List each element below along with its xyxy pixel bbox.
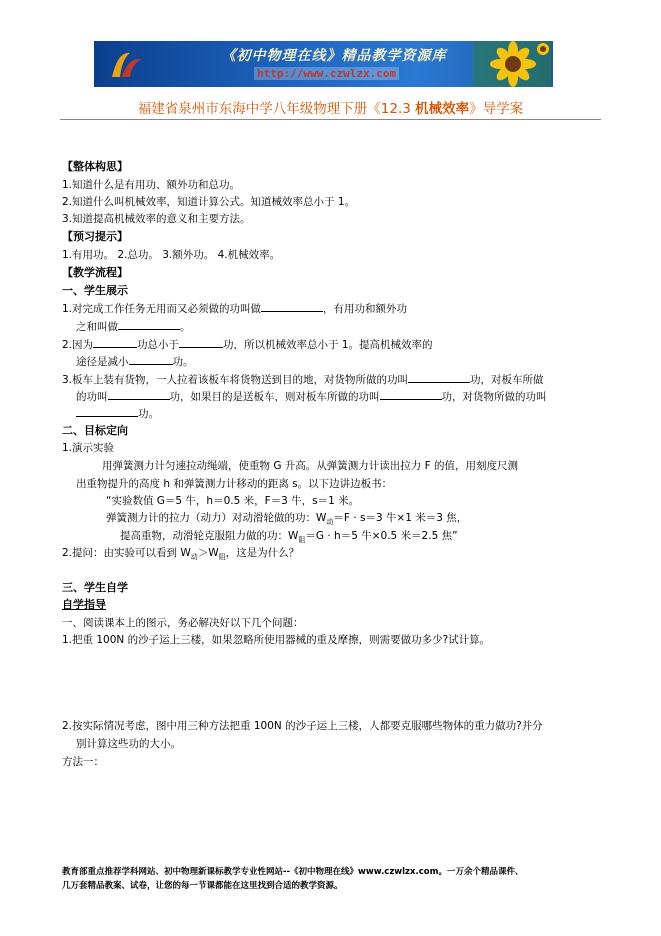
- banner-url[interactable]: http://www.czwlzx.com: [254, 67, 399, 80]
- answer-blank[interactable]: [261, 301, 323, 312]
- answer-blank[interactable]: [179, 337, 223, 348]
- s2-item-2: [62, 546, 299, 564]
- sunflower-icon: [473, 41, 551, 87]
- answer-blank[interactable]: [76, 406, 138, 417]
- footer-line-2: 几万套精品教案、试卷，让您的每一节课都能在这里找到合适的教学资源。: [62, 881, 343, 891]
- s3-method-1: 方法一：: [62, 756, 104, 768]
- s3-guide-heading: 自学指导: [62, 598, 106, 611]
- s1-question-3-cont: [76, 389, 547, 404]
- s2-item-1-desc-b: 出重物提升的高度 h 和弹簧测力计移动的距离 s。以下边讲边板书：: [76, 478, 393, 490]
- s2-item-2-a: 2.提问：由实验可以看到 W: [62, 547, 191, 559]
- s3-question-2-cont: 别计算这些功的大小。: [76, 738, 181, 750]
- section-3-heading: 三、学生自学: [62, 581, 128, 594]
- s1-q3-text-d: 功，如果目的是送板车，则对板车所做的功叫: [169, 391, 380, 403]
- s2-item-1-desc-a: 用弹簧测力计匀速拉动绳端，使重物 G 升高。从弹簧测力计读出拉力 F 的值，用刻度尺测: [102, 460, 519, 472]
- s1-q3-text-a: 3.板车上装有货物，一人拉着该板车将货物送到目的地，对货物所做的功叫: [62, 374, 409, 386]
- page-title: [0, 97, 661, 117]
- answer-blank[interactable]: [108, 389, 170, 400]
- overall-item-3: 3.知道提高机械效率的意义和主要方法。: [62, 213, 251, 225]
- answer-blank[interactable]: [93, 337, 137, 348]
- s2-item-2-sub2: 阻: [218, 553, 226, 562]
- answer-blank[interactable]: [129, 354, 173, 365]
- s1-q1-text-d: 。: [180, 321, 191, 333]
- s3-intro: 一、阅读课本上的图示，务必解决好以下几个问题：: [62, 617, 304, 629]
- s1-q2-text-b: 功总小于: [137, 339, 180, 351]
- s1-q2-text-e: 功。: [172, 356, 194, 368]
- s2-work-input: [106, 511, 467, 529]
- s1-q3-text-f: 功。: [138, 408, 159, 420]
- footer-line-1: 教育部重点推荐学科网站、初中物理新课标教学专业性网站--《初中物理在线》www.czwlzx.com。一万余个精品课件、: [62, 867, 524, 877]
- s1-q2-text-a: 2.因为: [62, 339, 94, 351]
- section-overall-heading: 【整体构思】: [62, 160, 128, 173]
- s1-question-2: [62, 337, 433, 352]
- banner-title: 《初中物理在线》精品教学资源库: [221, 48, 447, 64]
- s2-work-input-a: 弹簧测力计的拉力（动力）对动滑轮做的功：W: [106, 512, 327, 524]
- section-flow-heading: 【教学流程】: [62, 266, 128, 279]
- s2-work-input-sub: 动: [326, 518, 334, 527]
- title-divider: [60, 119, 601, 120]
- s1-q3-text-c: 的功叫: [76, 391, 108, 403]
- s1-question-1: [62, 301, 407, 316]
- answer-blank[interactable]: [118, 319, 180, 330]
- s2-item-1: 1.演示实验: [62, 442, 115, 454]
- section-preview-heading: 【预习提示】: [62, 230, 128, 243]
- s3-question-1: 1.把重 100N 的沙子运上三楼，如果忽略所使用器械的重及摩擦，则需要做功多少?试计算。: [62, 634, 491, 646]
- s1-q1-text-c: 之和叫做: [76, 321, 118, 333]
- preview-items: 1.有用功。 2.总功。 3.额外功。 4.机械效率。: [62, 249, 281, 261]
- s2-work-input-b: ＝F · s＝3 牛×1 米＝3 焦，: [333, 512, 468, 524]
- overall-item-1: 1.知道什么是有用功、额外功和总功。: [62, 179, 241, 191]
- title-part-2: 机械效率: [415, 101, 470, 117]
- title-part-3: 》导学案: [469, 101, 524, 117]
- s1-q1-text-b: ，有用功和额外功: [323, 303, 408, 315]
- s1-question-3: [62, 372, 544, 387]
- s1-question-1-cont: [76, 319, 191, 334]
- s2-item-2-c: ，这是为什么？: [225, 547, 300, 559]
- s1-q3-text-b: 功，对板车所做: [470, 374, 544, 386]
- section-1-heading: 一、学生展示: [62, 284, 128, 297]
- site-logo-icon: [108, 47, 148, 81]
- title-part-1: 福建省泉州市东海中学八年级物理下册《12.3: [137, 101, 416, 117]
- s3-question-2: 2.按实际情况考虑，图中用三种方法把重 100N 的沙子运上三楼，人都要克服哪些物体的重力做功?并分: [62, 720, 543, 732]
- s2-experiment-values: “实验数值 G＝5 牛，h＝0.5 米，F＝3 牛，s＝1 米。: [106, 495, 360, 507]
- answer-blank[interactable]: [408, 372, 470, 383]
- header-banner: [94, 41, 553, 87]
- section-2-heading: 二、目标定向: [62, 424, 128, 437]
- s2-work-useful-b: ＝G · h＝5 牛×0.5 米＝2.5 焦”: [305, 530, 458, 542]
- s2-work-useful: [120, 529, 458, 547]
- s1-question-3-cont2: [76, 406, 159, 421]
- s1-q3-text-e: 功，对货物所做的功叫: [441, 391, 547, 403]
- s1-q2-text-d: 途径是减小: [76, 356, 129, 368]
- overall-item-2: 2.知道什么叫机械效率，知道计算公式。知道械效率总小于 1。: [62, 196, 356, 208]
- page-footer: [62, 865, 622, 893]
- s2-item-2-sub1: 动: [190, 553, 198, 562]
- s2-work-useful-sub: 阻: [298, 536, 306, 545]
- s2-work-useful-a: 提高重物，动滑轮克服阻力做的功：W: [120, 530, 299, 542]
- s1-q1-text-a: 1.对完成工作任务无用而又必须做的功叫做: [62, 303, 262, 315]
- s1-question-2-cont: [76, 354, 194, 369]
- s2-item-2-b: ＞W: [197, 547, 219, 559]
- s1-q2-text-c: 功，所以机械效率总小于 1。提高机械效率的: [223, 339, 433, 351]
- answer-blank[interactable]: [380, 389, 442, 400]
